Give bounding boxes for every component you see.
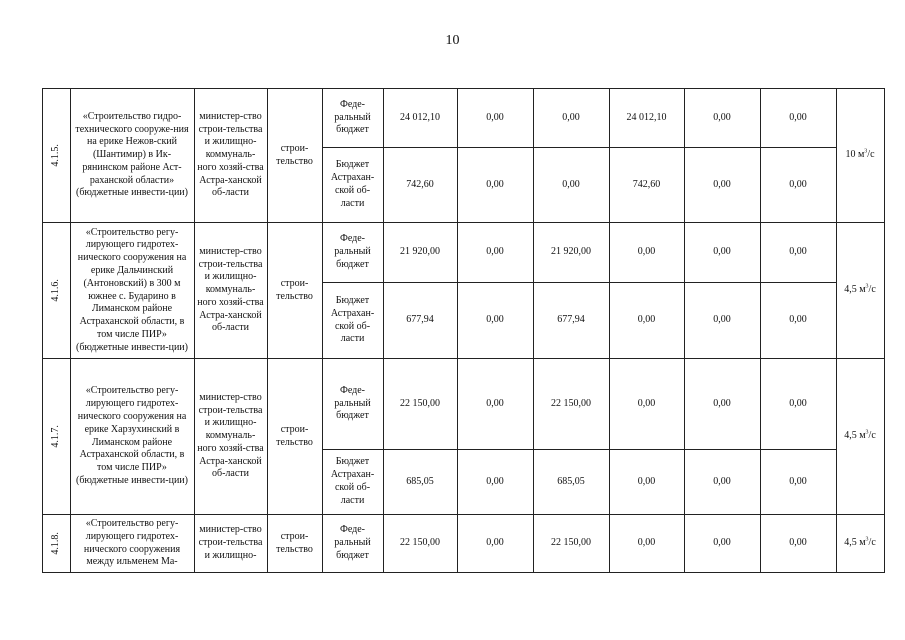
amount-cell: 0,00 [609, 359, 684, 450]
capacity-indicator: 4,5 $м^3/с$ [836, 223, 884, 359]
funding-source: Бюджет Астрахан-ской об-ласти [322, 148, 383, 223]
work-type: строи-тельство [267, 223, 322, 359]
amount-cell: 0,00 [760, 359, 836, 450]
table-row [43, 359, 885, 450]
item-number-cell [43, 515, 71, 573]
capacity-indicator: 4,5 $м^3/с$ [836, 515, 884, 573]
funding-source: Феде-ральный бюджет [322, 223, 383, 283]
amount-cell: 0,00 [457, 515, 533, 573]
item-number: 4.1.7. [49, 425, 61, 448]
amount-cell: 0,00 [609, 450, 684, 515]
executor: министер-ство строи-тельства и жилищно-коммуналь-ного хозяй-ства Астра-ханской об-ласти [194, 89, 267, 223]
amount-cell: 0,00 [760, 283, 836, 359]
amount-cell: 0,00 [609, 515, 684, 573]
measure-name: «Строительство регу-лирующего гидротех-нического сооружения на ерике Харзухинский в Лиманском районе Астраханской области, в том числе ПИР» (бюджетные инвести-ции) [70, 359, 194, 515]
funding-source: Феде-ральный бюджет [322, 89, 383, 148]
executor: министер-ство строи-тельства и жилищно-коммуналь-ного хозяй-ства Астра-ханской об-ласти [194, 359, 267, 515]
page-number: 10 [445, 33, 460, 48]
amount-cell: 0,00 [760, 450, 836, 515]
amount-cell: 22 150,00 [383, 515, 457, 573]
amount-cell: 22 150,00 [383, 359, 457, 450]
amount-cell: 0,00 [684, 223, 760, 283]
funding-source: Бюджет Астрахан-ской об-ласти [322, 283, 383, 359]
amount-cell: 0,00 [457, 283, 533, 359]
capacity-indicator: 10 $м^3/с$ [836, 89, 884, 223]
amount-cell: 0,00 [533, 148, 609, 223]
amount-cell: 0,00 [684, 283, 760, 359]
amount-cell: 0,00 [457, 359, 533, 450]
amount-cell: 0,00 [760, 89, 836, 148]
executor: министер-ство строи-тельства и жилищно- [194, 515, 267, 573]
amount-cell: 677,94 [383, 283, 457, 359]
amount-cell: 21 920,00 [533, 223, 609, 283]
amount-cell: 0,00 [684, 148, 760, 223]
amount-cell: 0,00 [457, 148, 533, 223]
measure-name: «Строительство регу-лирующего гидротех-нического сооружения между ильменем Ма- [70, 515, 194, 573]
table-row [43, 89, 885, 148]
funding-source: Феде-ральный бюджет [322, 359, 383, 450]
work-type: строи-тельство [267, 359, 322, 515]
amount-cell: 0,00 [533, 89, 609, 148]
amount-cell: 0,00 [684, 450, 760, 515]
amount-cell: 0,00 [684, 359, 760, 450]
amount-cell: 0,00 [760, 515, 836, 573]
table-row [43, 515, 885, 573]
capacity-indicator: 4,5 $м^3/с$ [836, 359, 884, 515]
funding-source: Бюджет Астрахан-ской об-ласти [322, 450, 383, 515]
amount-cell: 0,00 [457, 223, 533, 283]
table-row [43, 223, 885, 283]
item-number-cell [43, 89, 71, 223]
item-number: 4.1.8. [49, 532, 61, 555]
amount-cell: 22 150,00 [533, 359, 609, 450]
amount-cell: 0,00 [457, 450, 533, 515]
amount-cell: 0,00 [457, 89, 533, 148]
program-table [42, 88, 885, 573]
amount-cell: 685,05 [533, 450, 609, 515]
measure-name: «Строительство гидро-технического сооруже-ния на ерике Нежов-ский (Шантимир) в Ик-рянинском районе Аст-раханской области» (бюджетные инвести-ции) [70, 89, 194, 223]
measure-name: «Строительство регу-лирующего гидротех-нического сооружения на ерике Дальчинский (Антоновский) в 300 м южнее с. Бударино в Лиманском районе Астраханской области, в том числе ПИР» (бюджетные инвести-ции) [70, 223, 194, 359]
amount-cell: 0,00 [609, 283, 684, 359]
amount-cell: 685,05 [383, 450, 457, 515]
item-number: 4.1.6. [49, 279, 61, 302]
work-type: строи-тельство [267, 515, 322, 573]
amount-cell: 24 012,10 [609, 89, 684, 148]
amount-cell: 0,00 [684, 515, 760, 573]
funding-source: Феде-ральный бюджет [322, 515, 383, 573]
amount-cell: 0,00 [684, 89, 760, 148]
amount-cell: 22 150,00 [533, 515, 609, 573]
item-number: 4.1.5. [49, 144, 61, 167]
amount-cell: 24 012,10 [383, 89, 457, 148]
amount-cell: 677,94 [533, 283, 609, 359]
item-number-cell [43, 359, 71, 515]
amount-cell: 21 920,00 [383, 223, 457, 283]
item-number-cell [43, 223, 71, 359]
amount-cell: 0,00 [760, 223, 836, 283]
amount-cell: 0,00 [609, 223, 684, 283]
work-type: строи-тельство [267, 89, 322, 223]
amount-cell: 742,60 [383, 148, 457, 223]
executor: министер-ство строи-тельства и жилищно-коммуналь-ного хозяй-ства Астра-ханской об-ласти [194, 223, 267, 359]
amount-cell: 742,60 [609, 148, 684, 223]
amount-cell: 0,00 [760, 148, 836, 223]
